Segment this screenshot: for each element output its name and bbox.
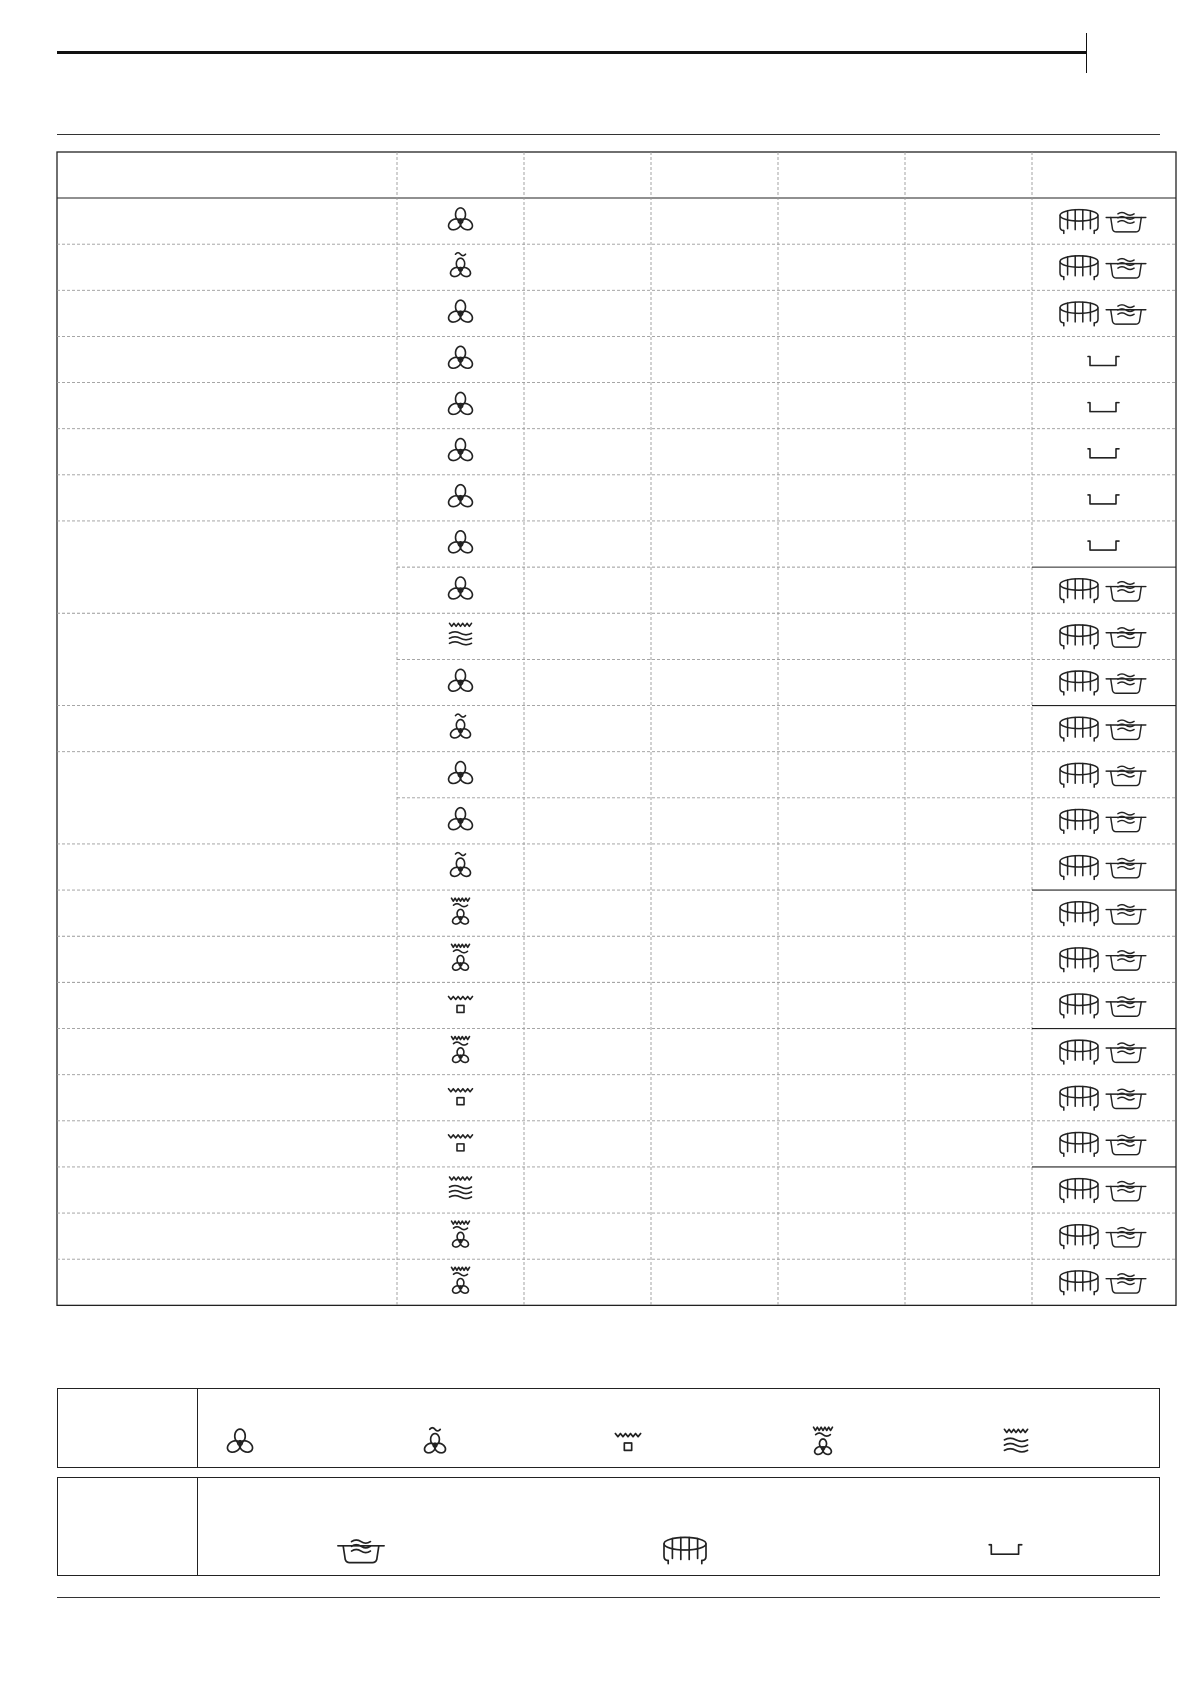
fan-icon [447,669,475,693]
wire-rack-icon [1060,579,1098,603]
wire-rack-icon [1060,994,1098,1018]
grill-icon [449,1089,473,1105]
grill-icon [449,996,473,1012]
glass-tray-icon [1106,905,1146,924]
glass-tray-icon [1106,766,1146,785]
table-frame [57,152,1176,1305]
legend-baking-tray-icon [976,1520,1036,1585]
microwave-icon [450,1177,472,1199]
wire-rack-icon [1060,1179,1098,1203]
fan-icon [447,300,475,324]
wire-rack-icon [1060,210,1098,234]
glass-tray-icon [1106,628,1146,647]
fan-icon [447,392,475,416]
wire-rack-icon [1060,1271,1098,1295]
glass-tray-icon [1106,812,1146,831]
legend-fan-grill-icon [793,1413,853,1478]
legend-divider [197,1389,198,1467]
fan-grill-icon [451,944,470,971]
fan-top-heat-icon [449,253,472,279]
legend-accessories [57,1477,1160,1576]
wire-rack-icon [1060,671,1098,695]
fan-top-heat-icon [449,714,472,740]
bottom-rule [57,1597,1160,1598]
wire-rack-icon [1060,902,1098,926]
glass-tray-icon [1106,951,1146,970]
wire-rack-icon [1060,1040,1098,1064]
wire-rack-icon [1060,625,1098,649]
fan-icon [447,439,475,463]
glass-tray-icon [1106,1274,1146,1293]
legend-cooking-modes [57,1388,1160,1468]
fan-grill-icon [793,1413,853,1473]
legend-fan-top-heat-icon [405,1413,465,1478]
baking-tray-icon [1088,403,1119,412]
fan-icon [447,577,475,601]
wire-rack-icon [1060,1225,1098,1249]
glass-tray-icon [1106,997,1146,1016]
microwave-icon [986,1413,1046,1473]
glass-tray-icon [331,1520,391,1580]
legend-divider [197,1478,198,1575]
fan-top-heat-icon [449,853,472,879]
legend-grill-icon [598,1413,658,1478]
fan-icon [447,208,475,232]
legend-microwave-icon [986,1413,1046,1478]
glass-tray-icon [1106,1135,1146,1154]
fan-icon [447,346,475,370]
fan-icon [447,808,475,832]
fan-icon [447,762,475,786]
baking-tray-icon [1088,356,1119,365]
wire-rack-icon [1060,763,1098,787]
grill-icon [598,1413,658,1473]
legend-wire-rack-icon [655,1520,715,1585]
legend-glass-tray-icon [331,1520,391,1585]
glass-tray-icon [1106,582,1146,601]
wire-rack-icon [655,1520,715,1580]
baking-tray-icon [976,1520,1036,1580]
fan-grill-icon [451,1037,470,1064]
wire-rack-icon [1060,1086,1098,1110]
microwave-icon [450,623,472,645]
legend-fan-icon [210,1413,270,1478]
fan-top-heat-icon [405,1413,465,1473]
baking-tray-icon [1088,449,1119,458]
glass-tray-icon [1106,858,1146,877]
glass-tray-icon [1106,305,1146,324]
glass-tray-icon [1106,1089,1146,1108]
wire-rack-icon [1060,256,1098,280]
glass-tray-icon [1106,1228,1146,1247]
baking-tray-icon [1088,541,1119,550]
glass-tray-icon [1106,1181,1146,1200]
wire-rack-icon [1060,717,1098,741]
grill-icon [449,1135,473,1151]
wire-rack-icon [1060,856,1098,880]
glass-tray-icon [1106,1043,1146,1062]
fan-icon [447,485,475,509]
fan-grill-icon [451,1267,470,1294]
wire-rack-icon [1060,948,1098,972]
glass-tray-icon [1106,674,1146,693]
wire-rack-icon [1060,302,1098,326]
glass-tray-icon [1106,213,1146,232]
wire-rack-icon [1060,1132,1098,1156]
glass-tray-icon [1106,259,1146,278]
fan-grill-icon [451,1221,470,1248]
wire-rack-icon [1060,809,1098,833]
baking-tray-icon [1088,495,1119,504]
glass-tray-icon [1106,720,1146,739]
fan-icon [210,1413,270,1473]
fan-icon [447,531,475,555]
fan-grill-icon [451,898,470,925]
